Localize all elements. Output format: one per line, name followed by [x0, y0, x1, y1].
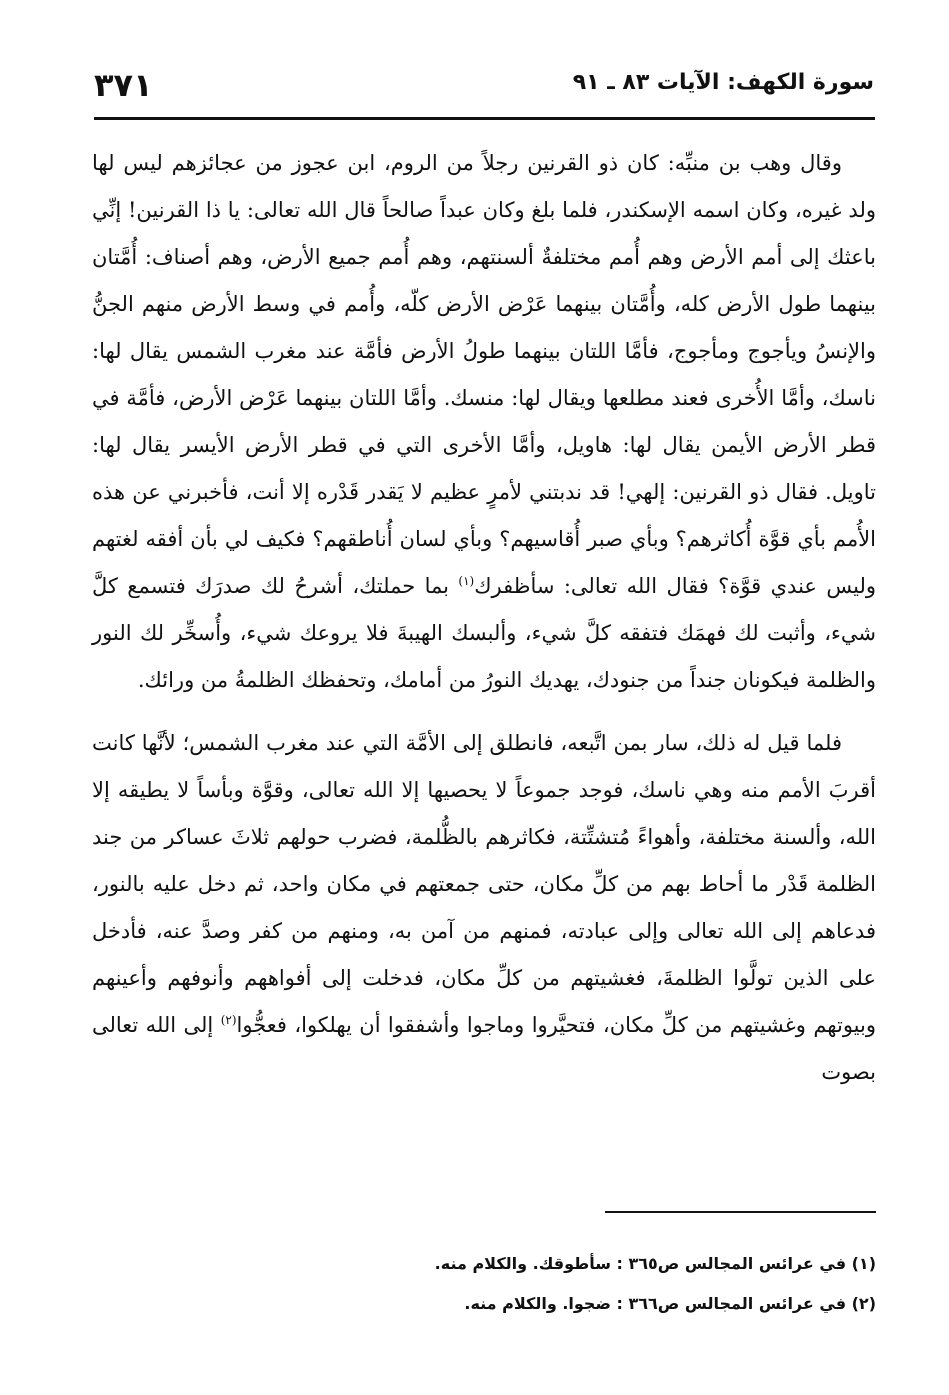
- paragraph-1-text-a: وقال وهب بن منبِّه: كان ذو القرنين رجلاً من الروم، ابن عجوز من عجائزهم ليس لها ولد غيره، وكان اسمه الإسكندر، فلما بلغ وكان عبداً صالحاً قال الله تعالى: يا ذا القرنين! إنِّي باعثك إلى أمم الأرض وهم أُمم مختلفةٌ ألسنتهم، وهم أُمم جميع الأرض، وهم أصناف: أُمَّتان بينهما طول الأرض كله، وأُمَّتان بينهما عَرْض الأرض كلّه، وأُمم في وسط الأرض منهم الجنُّ والإنسُ ويأجوج ومأجوج، فأمَّا اللتان بينهما طولُ الأرض فأمَّة عند مغرب الشمس يقال لها: ناسك، وأمَّا الأُخرى فعند مطلعها ويقال لها: منسك. وأمَّا اللتان بينهما عَرْض الأرض، فأمَّة في قطر الأرض الأيمن يقال لها: هاويل، وأمَّا الأخرى التي في قطر الأرض الأيسر يقال لها: تاويل. فقال ذو القرنين: إلهي! قد ندبتني لأمرٍ عظيم لا يَقدر قَدْره إلا أنت، فأخبرني عن هذه الأُمم بأي قوَّة أُكاثرهم؟ وبأي صبر أُقاسيهم؟ وبأي لسان أُناطقهم؟ فكيف لي بأن أفقه لغتهم وليس عندي قوَّة؟ فقال الله تعالى: سأظفرك: [92, 151, 876, 598]
- paragraph-2-text-b: إلى الله تعالى بصوت: [92, 1013, 876, 1084]
- footnotes: [92, 1244, 876, 1324]
- header-rule: [94, 117, 875, 120]
- running-title: سورة الكهف: الآيات ٨٣ ـ ٩١: [572, 70, 874, 95]
- paragraph-1: [92, 140, 876, 704]
- footnote-2: (٢) في عرائس المجالس ص٣٦٦ : ضجوا. والكلام منه.: [464, 1294, 876, 1313]
- paragraph-2: [92, 720, 876, 1096]
- footnote-ref-2: (٢): [220, 1013, 237, 1027]
- page-header: [94, 66, 874, 116]
- paragraph-1-text-b: بما حملتك، أشرحُ لك صدرَك فتسمع كلَّ شيء، وأثبت لك فهمَك فتفقه كلَّ شيء، وألبسك الهيبةَ فلا يروعك شيء، وأُسخِّر لك النور والظلمة فيكونان جنداً من جنودك، يهديك النورُ من أمامك، وتحفظك الظلمةُ من ورائك.: [92, 574, 876, 692]
- main-text: [92, 140, 876, 1096]
- footnote-rule: [605, 1211, 876, 1213]
- footnote-ref-1: (١): [458, 574, 475, 588]
- paragraph-2-text-a: فلما قيل له ذلك، سار بمن اتَّبعه، فانطلق إلى الأمَّة التي عند مغرب الشمس؛ لأنَّها كانت أقربَ الأمم منه وهي ناسك، فوجد جموعاً لا يحصيها إلا الله تعالى، وقوَّة وبأساً لا يطيقه إلا الله، وألسنة مختلفة، وأهواءً مُتشتِّتة، فكاثرهم بالظُّلمة، فضرب حولهم ثلاثَ عساكر من جند الظلمة قَدْر ما أحاط بهم من كلِّ مكان، حتى جمعتهم في مكان واحد، ثم دخل عليه بالنور، فدعاهم إلى الله تعالى وإلى عبادته، فمنهم من آمن به، ومنهم من كفر وصدَّ عنه، فأدخل على الذين تولَّوا الظلمةَ، فغشيتهم من كلِّ مكان، فدخلت إلى أفواههم وأنوفهم وأعينهم وبيوتهم وغشيتهم من كلِّ مكان، فتحيَّروا وماجوا وأشفقوا أن يهلكوا، فعجُّوا: [92, 731, 876, 1037]
- footnote-1: (١) في عرائس المجالس ص٣٦٥ : سأطوقك. والكلام منه.: [434, 1254, 876, 1273]
- page-number: ٣٧١: [94, 66, 153, 104]
